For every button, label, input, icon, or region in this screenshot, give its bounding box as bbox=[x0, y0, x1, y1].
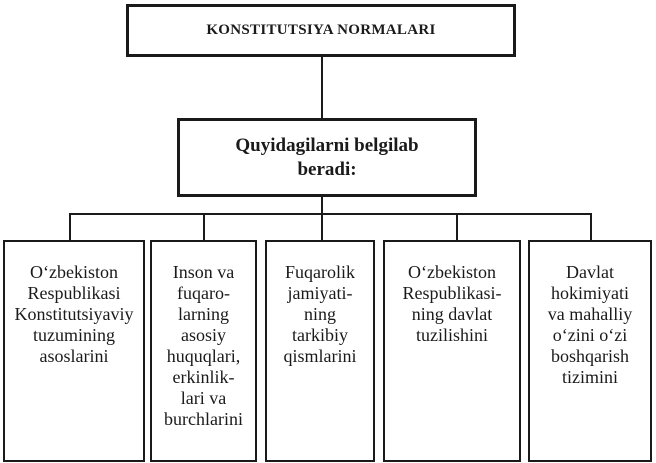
item-label-human-rights: Inson va fuqaro- larning asosiy huquqlari, erkinlik- lari va burchlarini bbox=[164, 262, 243, 429]
item-label-civil-society: Fuqarolik jamiyati- ning tarkibiy qismlarini bbox=[283, 262, 357, 366]
connector-drop-2 bbox=[203, 213, 205, 240]
item-label-constitutional-order: O‘zbekiston Respublikasi Konstitutsiyaviy tuzumining asoslarini bbox=[14, 262, 134, 366]
defines-box bbox=[177, 118, 477, 197]
item-box-local-government bbox=[528, 240, 652, 462]
defines-label: Quyidagilarni belgilab beradi: bbox=[235, 134, 419, 180]
constitution-norms-title: KONSTITUTSIYA NORMALARI bbox=[206, 22, 436, 38]
item-box-human-rights bbox=[150, 240, 257, 462]
item-label-local-government: Davlat hokimiyati va mahalliy o‘zini o‘zi boshqarish tizimini bbox=[547, 262, 633, 387]
item-box-state-structure bbox=[383, 240, 521, 462]
connector-horizontal-bus bbox=[69, 213, 592, 215]
item-box-constitutional-order bbox=[3, 240, 145, 462]
item-box-civil-society bbox=[265, 240, 375, 462]
connector-drop-3 bbox=[321, 213, 323, 240]
connector-top-to-middle bbox=[321, 57, 323, 118]
connector-drop-1 bbox=[69, 213, 71, 240]
connector-middle-down bbox=[321, 197, 323, 214]
connector-drop-5 bbox=[590, 213, 592, 240]
connector-drop-4 bbox=[456, 213, 458, 240]
constitution-norms-box bbox=[126, 4, 516, 57]
item-label-state-structure: O‘zbekiston Respublikasi- ning davlat tuzilishini bbox=[402, 262, 502, 345]
